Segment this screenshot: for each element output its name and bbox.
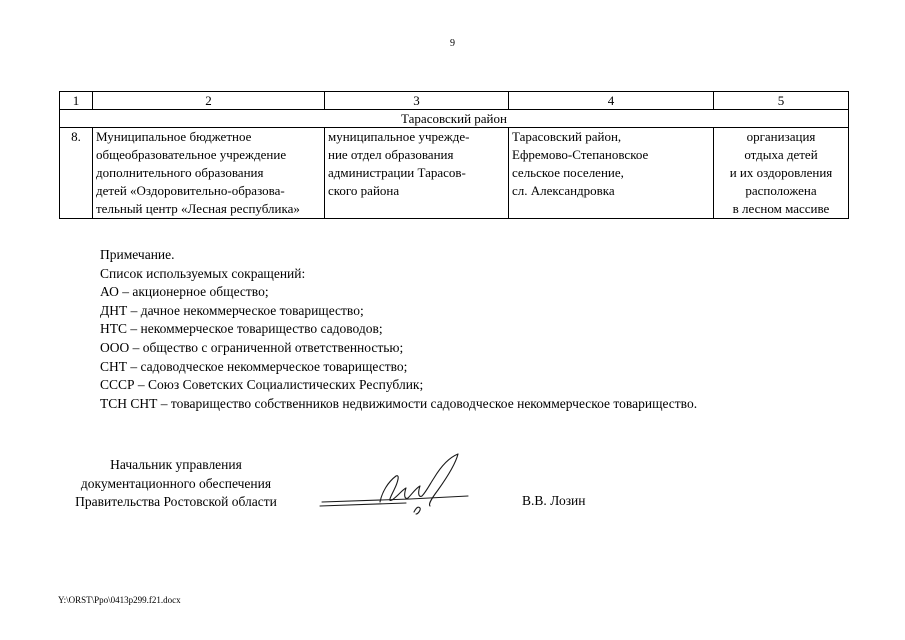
location-line: сл. Александровка xyxy=(512,183,615,198)
column-number: 3 xyxy=(325,92,509,110)
table-row xyxy=(60,128,849,219)
abbreviation-item: АО – акционерное общество; xyxy=(100,284,269,300)
abbreviation-item: СНТ – садоводческое некоммерческое товарищество; xyxy=(100,358,408,374)
signatory-title xyxy=(58,456,294,512)
district-row xyxy=(60,110,849,128)
founder-line: ского района xyxy=(328,183,400,198)
purpose-line: и их оздоровления xyxy=(729,165,833,180)
institution-name-line: тельный центр «Лесная республика» xyxy=(96,201,300,216)
district-heading: Тарасовский район xyxy=(60,110,849,128)
location-line: Тарасовский район, xyxy=(512,129,622,144)
purpose-line: организация xyxy=(746,129,816,144)
facilities-table xyxy=(59,91,849,219)
page-number: 9 xyxy=(450,38,455,49)
column-number: 4 xyxy=(509,92,714,110)
institution-name-line: детей «Оздоровительно-образова- xyxy=(96,183,285,198)
founder-cell xyxy=(325,128,509,219)
purpose-line: расположена xyxy=(745,183,817,198)
abbreviation-item: ООО – общество с ограниченной ответственностью; xyxy=(100,339,404,355)
purpose-line: в лесном массиве xyxy=(732,201,830,216)
signatory-title-line: Правительства Ростовской области xyxy=(75,494,277,509)
column-number-row xyxy=(60,92,849,110)
abbreviations-title: Список используемых сокращений: xyxy=(100,265,306,281)
institution-name-line: общеобразовательное учреждение xyxy=(96,147,287,162)
abbreviation-item: НТС – некоммерческое товарищество садоводов; xyxy=(100,321,383,337)
founder-line: муниципальное учрежде- xyxy=(328,129,470,144)
institution-name-cell xyxy=(93,128,325,219)
abbreviation-item: СССР – Союз Советских Социалистических Республик; xyxy=(100,377,424,393)
column-number: 5 xyxy=(714,92,849,110)
signer-name: В.В. Лозин xyxy=(522,493,586,508)
location-line: сельское поселение, xyxy=(512,165,624,180)
founder-line: ние отдел образования xyxy=(328,147,454,162)
column-number: 1 xyxy=(60,92,93,110)
institution-name-line: Муниципальное бюджетное xyxy=(96,129,252,144)
founder-line: администрации Тарасов- xyxy=(328,165,466,180)
file-path: Y:\ORST\Ppo\0413p299.f21.docx xyxy=(58,595,181,605)
abbreviation-item: ТСН СНТ – товарищество собственников недвижимости садоводческое некоммерческое товарищество. xyxy=(100,395,698,411)
purpose-cell xyxy=(714,128,849,219)
notes-section xyxy=(100,246,697,413)
institution-name-line: дополнительного образования xyxy=(96,165,264,180)
column-number: 2 xyxy=(93,92,325,110)
purpose-line: отдыха детей xyxy=(744,147,818,162)
signatory-title-line: документационного обеспечения xyxy=(80,475,272,491)
location-cell xyxy=(509,128,714,219)
handwritten-signature xyxy=(318,452,478,518)
signatory-title-line: Начальник управления xyxy=(110,457,242,472)
abbreviation-item: ДНТ – дачное некоммерческое товарищество; xyxy=(100,302,364,318)
row-number: 8. xyxy=(60,128,93,219)
notes-heading: Примечание. xyxy=(100,247,175,262)
location-line: Ефремово-Степановское xyxy=(512,147,649,162)
